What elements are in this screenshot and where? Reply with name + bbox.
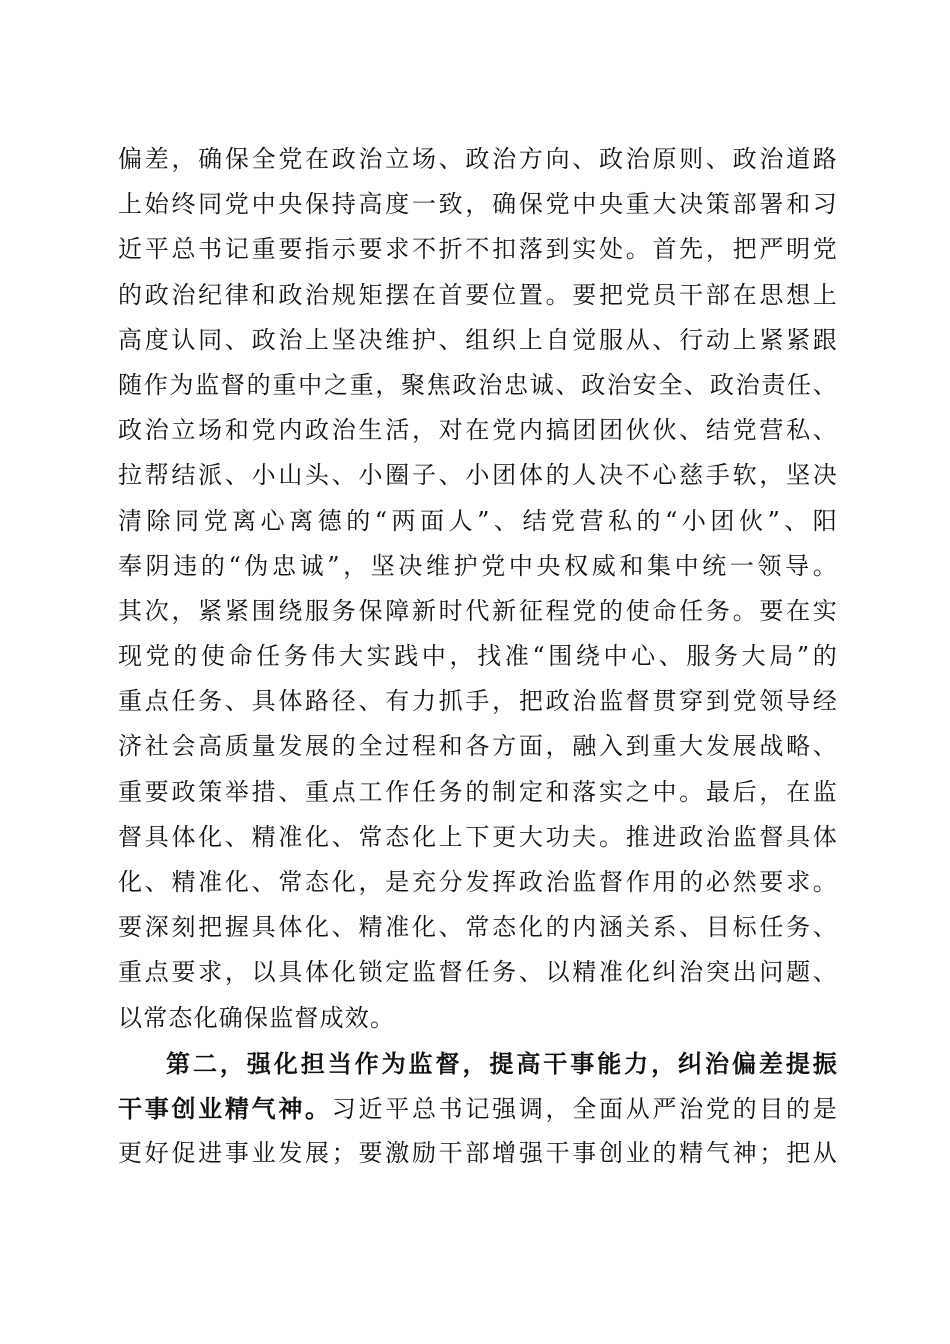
text-line: 更好促进事业发展；要激励干部增强干事创业的精气神；把从 (118, 1139, 838, 1168)
text-line: 的政治纪律和政治规矩摆在首要位置。要把党员干部在思想上 (118, 280, 838, 309)
text-line: 济社会高质量发展的全过程和各方面，融入到重大发展战略、 (118, 732, 838, 761)
text-line: 奉阴违的“伪忠诚”，坚决维护党中央权威和集中统一领导。 (118, 551, 838, 580)
text-line: 政治立场和党内政治生活，对在党内搞团团伙伙、结党营私、 (118, 416, 838, 445)
text-line: 重点任务、具体路径、有力抓手，把政治监督贯穿到党领导经 (118, 687, 838, 716)
section-heading-end: 干事创业精气神。 (118, 1093, 332, 1123)
text-line (118, 1086, 838, 1131)
text-line: 要深刻把握具体化、精准化、常态化的内涵关系、目标任务、 (118, 913, 838, 942)
text-line: 重要政策举措、重点工作任务的制定和落实之中。最后，在监 (118, 777, 838, 806)
text-line: 清除同党离心离德的“两面人”、结党营私的“小团伙”、阳 (118, 506, 838, 535)
section-heading-line: 第二，强化担当作为监督，提高干事能力，纠治偏差提振 (166, 1048, 838, 1078)
text-line: 拉帮结派、小山头、小圈子、小团体的人决不心慈手软，坚决 (118, 461, 838, 490)
text-span: 习近平总书记强调，全面从严治党的目的是 (331, 1094, 838, 1123)
text-line: 高度认同、政治上坚决维护、组织上自觉服从、行动上紧紧跟 (118, 325, 838, 354)
text-line: 偏差，确保全党在政治立场、政治方向、政治原则、政治道路 (118, 145, 838, 173)
text-line: 随作为监督的重中之重，聚焦政治忠诚、政治安全、政治责任、 (118, 370, 838, 399)
text-line: 近平总书记重要指示要求不折不扣落到实处。首先，把严明党 (118, 235, 838, 264)
text-line: 现党的使命任务伟大实践中，找准“围绕中心、服务大局”的 (118, 642, 838, 671)
text-line: 上始终同党中央保持高度一致，确保党中央重大决策部署和习 (118, 190, 838, 219)
text-line: 化、精准化、常态化，是充分发挥政治监督作用的必然要求。 (118, 868, 838, 896)
text-line: 以常态化确保监督成效。 (118, 1003, 396, 1032)
text-line: 其次，紧紧围绕服务保障新时代新征程党的使命任务。要在实 (118, 596, 838, 625)
text-line: 重点要求，以具体化锁定监督任务、以精准化纠治突出问题、 (118, 958, 838, 987)
text-line: 督具体化、精准化、常态化上下更大功夫。推进政治监督具体 (118, 822, 838, 851)
body-text (118, 137, 838, 1176)
